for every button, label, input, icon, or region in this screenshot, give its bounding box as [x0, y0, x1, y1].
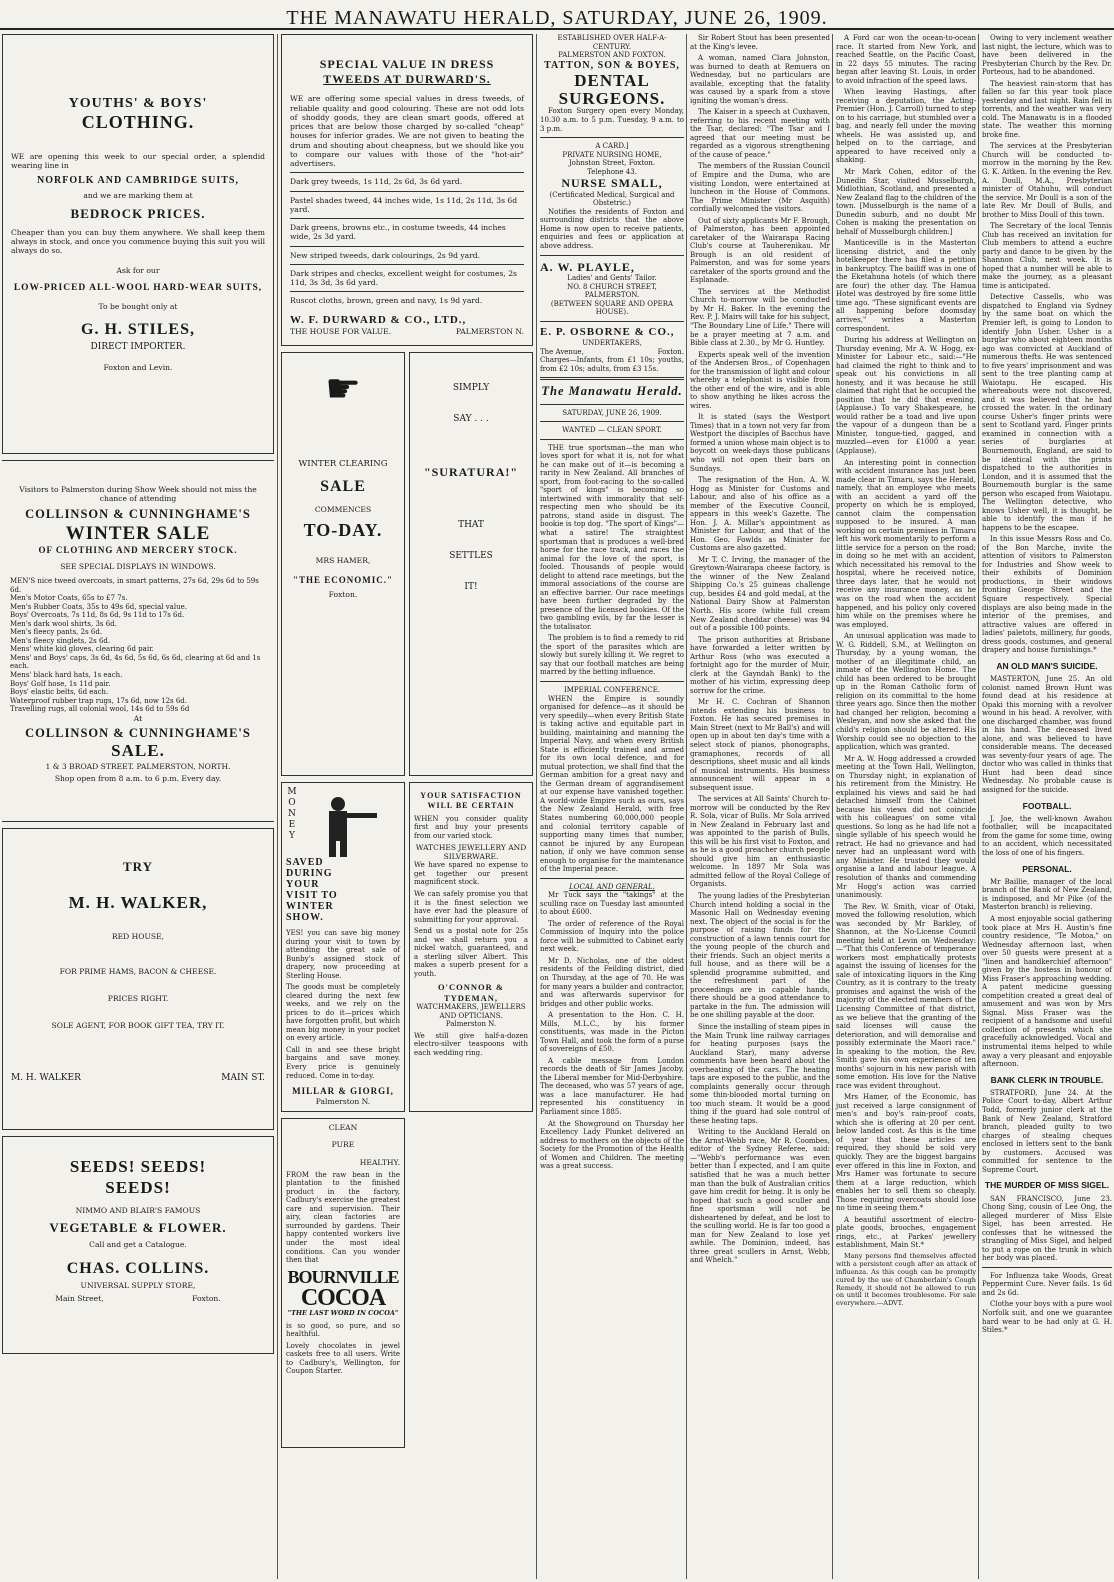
list-item: Mens' black hard hats, 1s each. — [10, 670, 123, 679]
ad-line: WATCHES JEWELLERY AND SILVERWARE. — [415, 843, 527, 862]
divider — [540, 404, 684, 405]
article-paragraph: Mr A. W. Hogg addressed a crowded meeting at the Town Hall, Wellington, on Thursday night, in explanation of his retirement from the Ministry. He explained his views and said he had detached himself from the Cabinet because his views did not coincide with his colleagues' on some vital questions. So long as he had life not a single syllable of his speech would he retract. He had no grievance and had never had an unpleasant word with any Minister. He trusted they would organise a land and labour league. A resolution of thanks and commending Mr Hogg's action was carried unanimously. — [836, 754, 976, 900]
list-item: Waterproof rubber trap rugs, 17s 6d, now 12s 6d. — [10, 696, 188, 705]
walker-ad — [2, 828, 274, 1130]
ad-title: WINTER SALE — [65, 522, 211, 544]
ad-text: IT! — [464, 581, 478, 592]
ad-text: YES! you can save big money during your visit to town by attending the great sale of Bunby's assigned stock of drapery, now proceeding at Sterling House. — [286, 929, 400, 980]
collinson-sale-ad — [2, 460, 274, 822]
article-paragraph: Experts speak well of the invention of the Andersen Bros., of Copenhagen for the transmission of light and colour whereby a telephonist is visible from the other end of the wire, and is able to show anything he likes across the wires. — [690, 350, 830, 410]
list-item: Ruscot cloths, brown, green and navy, 1s 9d yard. — [290, 296, 483, 306]
list-item: Men's dark wool shirts, 3s 6d. — [10, 619, 117, 628]
column-1 — [2, 34, 274, 1360]
man-pointing-illustration — [301, 787, 381, 857]
divider — [540, 439, 684, 440]
article-paragraph: Many persons find themselves affected with a persistent cough after an attack of influenza. As this cough can be promptly cured by the use of Chamberlain's Cough Remedy, it should not be allowed to run on until it becomes troublesome. For sale everywhere.—ADVT. — [836, 1251, 976, 1308]
list-item: Dark grey tweeds, 1s 11d, 2s 6d, 3s 6d yard. — [290, 177, 463, 187]
article-headline: WANTED — CLEAN SPORT. — [562, 426, 662, 435]
ad-title: COLLINSON & CUNNINGHAME'S — [25, 725, 251, 740]
ad-text: Cheaper than you can buy them anywhere. We shall keep them always in stock, and once you commence buying this suit you will always do so. — [11, 227, 265, 256]
suratura-ad — [409, 352, 533, 776]
article-headline: IMPERIAL CONFERENCE. — [563, 686, 661, 694]
list-item: Mens' white kid gloves, clearing 6d pair. — [10, 645, 154, 654]
ad-text: is so good, so pure, and so healthful. — [286, 1321, 400, 1339]
list-item: Men's Rubber Coats, 35s to 49s 6d, special value. — [10, 602, 187, 611]
ad-text: Shop open from 8 a.m. to 6 p.m. Every day. — [54, 774, 222, 784]
divider — [540, 421, 684, 422]
advertiser-name: W. F. DURWARD & CO., LTD., — [290, 313, 467, 326]
ad-text: PRICES RIGHT. — [107, 994, 169, 1004]
article-paragraph: Clothe your boys with a pure wool Norfolk suit, and one we guarantee hard wear to be had only at G. H. Stiles.* — [982, 1300, 1112, 1335]
article-paragraph: Out of sixty applicants Mr F. Brough, of Palmerston, has been appointed caretaker of the Wairarapa Racing Club's course at Tauherenikau. Mr Brough is an old resident of Palmerston, and was for some years caretaker of the sports ground and the Esplanade. — [690, 216, 830, 285]
ad-text: Ask for our — [116, 265, 160, 275]
ad-line: UNDERTAKERS, — [582, 339, 642, 348]
list-item: Mens' and Boys' caps, 3s 6d, 4s 6d, 5s 6d, 6s 6d, clearing at 6d and 1s each. — [10, 653, 261, 671]
ad-line: DURING — [286, 868, 333, 879]
masthead: THE MANAWATU HERALD, SATURDAY, JUNE 26, 1909. — [0, 0, 1114, 30]
article-paragraph: An unusual application was made to W. G. Riddell, S.M., at Wellington on Thursday, by a young woman, the mother of an illegitimate child, an inmate of the Wellington Home. The child has been ordered to be brought up in the Roman Catholic form of religion on its committal to the home three years ago. Since then the mother had changed her religion, becoming a Wesleyan, and now she asked that the child's religion should be altered. His Worship could see no objection to the application, which was granted. — [836, 632, 976, 752]
ad-title: TO-DAY. — [303, 520, 383, 541]
article-paragraph: Since the installing of steam pipes in the Main Trunk line railway carriages for heating purposes (says the Auckland Star), many adverse comments have been heard about the overheating of the cars. The heating taps are exposed to the public, and the complaints generally occur through some thin-blooded mortal turning on too much steam. It would be a good thing if the guard had sole control of these heating taps. — [690, 1022, 830, 1125]
advertiser-name: NURSE SMALL, — [561, 176, 663, 191]
ad-line: LOW-PRICED ALL-WOOL HARD-WEAR SUITS, — [13, 282, 263, 293]
ad-text: Palmerston N. — [315, 1097, 371, 1106]
dental-ad — [540, 34, 684, 133]
ad-footer — [290, 327, 524, 336]
column-rule — [277, 34, 278, 1579]
article-paragraph: Mr T. C. Irving, the manager of the Greytown-Wairarapa cheese factory, is the winner of the New Zealand Shipping Co.'s 25 guineas challenge cup, besides £4 and gold medal, at the National Dairy Show at Palmerston North. His score (white full cream New Zealand cheddar cheese) was 94 out of a possible 100 points. — [690, 555, 830, 633]
ad-title: DENTAL SURGEONS. — [558, 70, 666, 108]
oconnor-jewellers-ad — [409, 782, 533, 1112]
price-list — [10, 577, 266, 714]
divider — [540, 255, 684, 256]
ad-title: COLLINSON & CUNNINGHAME'S — [25, 506, 251, 521]
article-paragraph: The young ladies of the Presbyterian Church intend holding a social in the Masonic Hall on Wednesday evening next. The object of the social is for the purpose of raising funds for the construction of a lawn tennis court for the young people of the church and their friends. Such an object merits a full house, and as there will be a splendid programme submitted, and the refreshment part of the proceedings are in capable hands, there should be a good attendance to partake in the fun. The admission will be one shilling payable at the door. — [690, 892, 830, 1020]
seeds-ad — [2, 1136, 274, 1354]
logo-text: COCOA — [300, 1284, 386, 1311]
article-paragraph: WHEN the Empire is soundly organised for defence—as it should be very speedily—when every British State is taking active and equitable part in building, maintaining and manning the Imperial Navy, and when every British State is efficiently trained and armed for its own local defence, and for mutual protection, we shall find that the German ambition for a great navy and the German dream of aggrandisement at our expense have vanished together. A world-wide Empire such as ours, says the New Zealand Herald, with free States numbering 60,000,000 people and colonial territory capable of supporting many times that number, cannot be injured by any European nation, if only we have common sense enough to organise for the maintenance of the Imperial peace. — [540, 694, 684, 874]
ad-text: Call in and see these bright bargains and save money. Every price is genuinely reduced. Come in to-day. — [286, 1045, 400, 1080]
article-paragraph: The problem is to find a remedy to rid the sport of the parasites which are slowly but surely killing it. We regret to say that our football matches are being marred by the betting influence. — [540, 634, 684, 677]
article-paragraph: The members of the Russian Council of Empire and the Duma, who are visiting London, were entertained at luncheon in the House of Commons. The Prime Minister (Mr Asquith) cordially welcomed the visitors. — [690, 162, 830, 214]
divider — [290, 218, 524, 219]
article-paragraph: A cable message from London records the death of Sir James Jacoby, the Liberal member for Mid-Derbyshire. The deceased, who was 57 years of age, was a lace manufacturer. He had represented his constituency in Parliament since 1885. — [540, 1056, 684, 1116]
ad-text: The goods must be completely cleared during the next few weeks, and we rely on the prices to do it—prices which have forgotten profit, but which mean big money in your pocket on every article. — [286, 983, 400, 1043]
ad-line: DIRECT IMPORTER. — [90, 342, 186, 353]
column-rule — [686, 34, 687, 1579]
ad-text: WE are opening this week to our special order, a splendid wearing line in — [11, 152, 265, 171]
ad-line: WATCHMAKERS, JEWELLERS AND OPTICIANS. — [416, 1003, 526, 1020]
column-6 — [982, 34, 1112, 1338]
article-paragraph: A beautiful assortment of electro-plate goods, brooches, engagement rings, etc., at Parkes' jewellery establishment, Main St.* — [836, 1215, 976, 1250]
ad-title: WILL BE CERTAIN — [427, 800, 515, 810]
article-paragraph: For Influenza take Woods, Great Peppermint Cure. Never fails. 1s 6d and 2s 6d. — [982, 1271, 1112, 1297]
ad-line: "THE ECONOMIC." — [293, 575, 393, 586]
ad-line: VISIT TO — [286, 890, 338, 901]
article-paragraph: At the Showground on Thursday her Excellency Lady Plunket delivered an address to mothers on the objects of the Society for the Promotion of the Health of Women and Children. The meeting was a great success. — [540, 1119, 684, 1171]
article-headline: FOOTBALL. — [1022, 800, 1072, 811]
ad-text: WHEN you consider quality first and buy your presents from our varied stock. — [414, 814, 528, 840]
article-paragraph: Owing to very inclement weather last night, the lecture, which was to have been delivered in the Presbyterian Church by the Rev. Dr. Porteous, had to be abandoned. — [982, 34, 1112, 77]
article-paragraph: J. Joe, the well-known Awahou footballer, will be incapacitated from the game for some time, owing to an accident, which necessitated the loss of one of his fingers. — [982, 814, 1112, 857]
issue-date: SATURDAY, JUNE 26, 1909. — [562, 408, 662, 417]
divider — [540, 681, 684, 682]
ad-text: Notifies the residents of Foxton and surrounding districts that the above Home is now open to receive patients, enquiries and fees or application at above address. — [540, 207, 684, 250]
article-paragraph: Manticeville is in the Masterton licensing district, and the only hotelkeeper there has filed a petition in bankruptcy. The bailiff was in one of the Eketahuna hotels (of which there are four) the other day. The Hamua Hotel was destroyed by fire some little time ago. "These significant events are all happening before doomsday arrives," writes a Masterton correspondent. — [836, 239, 976, 333]
article-paragraph: MASTERTON, June 25. An old colonist named Brown Hunt was found dead at his residence at Opaki this morning with a revolver wound in his head. A revolver, with one discharged chamber, was found in his hand. The deceased lived alone, and was believed to have considerable means. The deceased was seventy-four years of age. The doctor who was called in thinks that Hunt had been dead since Wednesday. No probable cause is assigned for the suicide. — [982, 675, 1112, 794]
ad-title: "SURATURA!" — [423, 464, 519, 479]
article-paragraph: The resignation of the Hon. A. W. Hogg as Minister for Customs and Labour, and also of his office as a member of the Executive Council, appears in this week's Gazette. The Hon. J. A. Millar's appointment as Minister for Labour, and that of the Hon. Geo. Fowlds as Minister for Customs are also gazetted. — [690, 476, 830, 553]
advertiser-name: TATTON, SON & BOYES, — [544, 59, 680, 71]
list-item: Men's fleecy singlets, 2s 6d. — [10, 636, 111, 645]
divider — [290, 172, 524, 173]
article-paragraph: During his address at Wellington on Thursday evening, Mr A. W. Hogg, ex-Minister for Labour etc., said:—"He had claimed the right to think and to speak out his convictions in all honesty, and it was because he still claimed that right that he occupied the position that he did that evening. (Applause.) To vary Shakespeare, he would rather be a toad and live upon the vapour of a dungeon than be a Minister, tongue-tied, gagged, and muzzled—even for £1000 a year. (Applause). — [836, 336, 976, 455]
ad-text: WINTER CLEARING — [298, 459, 388, 469]
ad-line: PALMERSTON AND FOXTON. — [558, 51, 666, 60]
article-paragraph: Mr Baillie, manager of the local branch of the Bank of New Zealand, is indisposed, and Mr Pike (of the Masterton branch) is relieving. — [982, 877, 1112, 912]
ad-line: WINTER — [286, 901, 334, 912]
ad-line: Telephone 43. — [587, 167, 637, 176]
ad-footer — [11, 1073, 265, 1084]
ad-text: Foxton Surgery open every Monday, 10.30 a.m. to 5 p.m. Tuesday, 9 a.m. to 3 p.m. — [540, 107, 684, 133]
ad-title: CLOTHING. — [81, 112, 195, 133]
article-paragraph: Mr Mark Cohen, editor of the Dunedin Star, visited Musselburgh, Midlothian, Scotland, and presented a New Zealand flag to the children of the town. [Musselburgh is the name of a Dunedin suburb, and no doubt Mr Cohen is making the presentation on behalf of Musselburgh children.] — [836, 167, 976, 236]
ad-text: The Avenue, — [540, 347, 584, 356]
ad-line: NO. 8 CHURCH STREET, PALMERSTON. — [567, 282, 657, 300]
ad-title: YOUR SATISFACTION — [420, 791, 522, 800]
ad-row — [281, 782, 533, 1118]
ad-line: NORFOLK AND CAMBRIDGE SUITS, — [37, 174, 239, 186]
ad-title: SPECIAL VALUE IN DRESS — [319, 57, 495, 71]
advertiser-name: E. P. OSBORNE & CO., — [540, 325, 675, 338]
article-headline: AN OLD MAN'S SUICIDE. — [996, 660, 1098, 671]
divider — [540, 321, 684, 322]
ad-line: (Certificated Medical, Surgical and Obstetric.) — [549, 190, 675, 208]
ad-text: SOLE AGENT, FOR BOOK GIFT TEA, TRY IT. — [51, 1021, 225, 1031]
ad-line: CLEAN — [328, 1123, 358, 1132]
divider — [540, 137, 684, 138]
ad-text: We still give half-a-dozen electro-silver teaspoons with each wedding ring. — [414, 1031, 528, 1057]
ad-title: TWEEDS AT DURWARD'S. — [323, 71, 491, 86]
ad-line: ESTABLISHED OVER HALF-A-CENTURY. — [557, 34, 667, 51]
column-3 — [540, 34, 684, 1174]
ad-title — [286, 857, 400, 923]
ad-footer — [540, 348, 684, 357]
list-item: Men's Motor Coats, 65s to £7 7s. — [10, 594, 128, 603]
ad-text: FOR PRIME HAMS, BACON & CHEESE. — [59, 966, 217, 976]
article-paragraph: The heaviest rain-storm that has fallen so far this year took place yesterday and last night. Rain fell in torrents, and the weather was very cold. The Manawatu is in a flooded state. The weather this morning broke fine. — [982, 79, 1112, 139]
durward-ad — [281, 34, 533, 346]
ad-title: SEEDS! SEEDS! — [69, 1157, 207, 1176]
ad-text: Charges—Infants, from £1 10s; youths, from £2 10s; adults, from £3 15s. — [540, 356, 684, 373]
article-paragraph: Mr D. Nicholas, one of the oldest residents of the Feilding district, died on Thursday, at the age of 70. He was for many years a builder and contractor, and was afterwards supervisor for bridges and other public works. — [540, 956, 684, 1008]
ad-text: Foxton. — [657, 347, 684, 356]
ad-line: "THE LAST WORD IN COCOA" — [287, 1308, 399, 1317]
newspaper-nameplate: The Manawatu Herald. — [541, 384, 683, 399]
divider — [290, 264, 524, 265]
divider — [290, 246, 524, 247]
article-headline: BANK CLERK IN TROUBLE. — [990, 1074, 1104, 1085]
ad-text: At — [133, 713, 143, 723]
article-paragraph: In this issue Messrs Ross and Co. of the Bon Marche, invite the attention of visitors to Palmerston for Industries and Show week to their exhibits of Dominion productions, in their windows fronting George Street and the Square respectively. Special displays are also being made in the interior of the premises, and attractive values are offered in ladies' paletots, millinery, fur goods, dress goods, costumes, and general drapery and house furnishings.* — [982, 535, 1112, 655]
article-paragraph: An interesting point in connection with accident insurance has just been made clear in Timaru, says the Herald, namely, that an employee who meets with an accident a yard off the property on which he is employed, cannot claim the compensation supposed to be insured. A man working on certain premises in Timaru left his work momentarily to perform a little service for a person on the road; in doing so he met with an accident, which necessitated his removal to the hospital, where he received notice, three days later, that he would not receive any insurance money, as he was on the road when the accident happened, and his policy only covered him while on the premises where he was employed. — [836, 458, 976, 629]
divider — [290, 191, 524, 192]
list-item: New striped tweeds, dark colourings, 2s 9d yard. — [290, 250, 481, 260]
list-item: Boys' Golf hose, 1s 11d pair. — [10, 679, 111, 688]
article-headline: PERSONAL. — [1022, 863, 1072, 874]
article-paragraph: Mr H. C. Cochran of Shannon intends extending his business to Foxton. He has secured premises in Main Street (next to Mr Ball's) and will open up in about ten day's time with a select stock of pianos, phonographs, gramaphones, records of all descriptions, sheet music and all kinds of musical instruments. His business announcement will appear in a subsequent issue. — [690, 698, 830, 792]
article-paragraph: Sir Robert Stout has been presented at the King's levee. — [690, 34, 830, 51]
ad-text: Foxton. — [192, 1293, 221, 1303]
ad-line: PURE — [331, 1140, 355, 1150]
youths-clothing-ad — [2, 34, 274, 454]
article-paragraph: Mrs Hamer, of the Economic, has just received a large consignment of men's and boy's rain-proof coats, which she is offering at 20 per cent. below landed cost. As this is the time of year that these articles are required, they should be sold very quickly. They are the biggest bargains ever offered in this line in Foxton, and Mrs Hamer was fortunate to secure them at a large reduction, which enables her to sell them so cheaply. Those requiring overcoats should lose no time in seeing them.* — [836, 1093, 976, 1213]
ad-text: We can safely promise you that it is the finest selection we have ever had the pleasure of submitting for your approval. — [414, 889, 528, 924]
list-item: Boys' Overcoats, 7s 11d, 8s 6d, 9s 11d to 17s 6d. — [10, 611, 185, 620]
ad-title: YOUTHS' & BOYS' — [68, 96, 208, 111]
list-item: Travelling rugs, all colonial wool, 14s 6d to 59s 6d — [10, 705, 190, 714]
advertiser-name: A. W. PLAYLE, — [540, 259, 635, 274]
ad-text: SETTLES — [449, 550, 493, 561]
article-paragraph: SAN FRANCISCO, June 23. Chong Sing, cousin of Lee Ong, the alleged murderer of Miss Elsie Sigel, has been arrested. He confesses that he witnessed the strangling of Miss Sigel, and helped to put a rope on the trunk in which her body was placed. — [982, 1194, 1112, 1263]
divider — [290, 291, 524, 292]
ad-text: FROM the raw bean in the plantation to the finished product in the factory, Cadbury's exercise the greatest care and supervision. Their airy, clean factories are surrounded by gardens. Their happy contented workers live under the most ideal conditions. Can you wonder then that — [286, 1170, 400, 1265]
ad-line: HEALTHY. — [359, 1157, 400, 1167]
ad-line: SHOW. — [286, 912, 324, 923]
ad-text: WE are offering some special values in dress tweeds, of reliable quality and good colouring. These are not odd lots of shoddy goods, they are clean smart goods, offered at prices that are below those charged by so-called "cheap" houses for inferior grades. We are not given to beating the drum and shouting about cheapness, but we should like you to compare our values with those of the "hot-air" advertisers. — [290, 94, 524, 168]
ad-text: SEE SPECIAL DISPLAYS IN WINDOWS. — [60, 561, 216, 571]
article-paragraph: A Ford car won the ocean-to-ocean race. It started from New York, and reached Seattle, on the Pacific Coast, in 22 days 55 minutes. The racing began after leaving St. Louis, in order to avoid infraction of the speed laws. — [836, 34, 976, 85]
ad-text: THAT — [458, 519, 484, 530]
article-paragraph: The services at All Saints' Church to-morrow will be conducted by the Rev R. Sola, vicar of Bulls. Mr Sola arrived in New Zealand in February last and was appointed to the parish of Bulls, this will be his first visit to Foxton, and as he is a good preacher church people should give him an enthusiastic welcome. In 1897 Mr Sola was admitted fellow of the Royal College of Organists. — [690, 795, 830, 889]
ad-line: YOUR — [286, 879, 320, 890]
ad-text: Visitors to Palmerston during Show Week should not miss the chance of attending — [19, 485, 257, 504]
column-2 — [281, 34, 533, 1454]
advertiser-name: O'CONNOR & TYDEMAN, — [438, 982, 504, 1003]
article-paragraph: A presentation to the Hon. C. H. Mills, M.L.C., by his former constituents, was made in the Picton Town Hall, and took the form of a purse of sovereigns of £50. — [540, 1011, 684, 1054]
ad-line: OF CLOTHING AND MERCERY STOCK. — [38, 544, 238, 555]
article-paragraph: THE true sportsman—the man who loves sport for what it is, not for what he can make out of it—is becoming a rarity in New Zealand. All branches of sport, from foot-racing to the so-called "sport of kings" is becoming so intertwined with immorality that self-respecting men who should be its patrons, stand aside in disgust. The bookie is top dog. "The sport of Kings"—what a satire! The straightest sportsman that is produces a well-bred horse for the race track, and races the animal for the love of the sport, is fooled. Thousands of people would delight to attend race meetings, but the immoral associations of the course are an effective barrier. Our race meetings have been further degraded by the presence of the licensed bookies. Of the two gambling evils, by far the lesser is the totalisator. — [540, 443, 684, 631]
ad-text: MAIN ST. — [221, 1072, 265, 1083]
ad-text: Foxton and Levin. — [103, 363, 173, 373]
divider — [982, 1267, 1112, 1268]
ad-line: VEGETABLE & FLOWER. — [49, 1219, 227, 1235]
ad-text: We have spared no expense to get together our present magnificent stock. — [414, 861, 528, 887]
list-item: Men's fleecy pants, 2s 6d. — [10, 628, 103, 637]
logo-text: BOURNVILLE — [287, 1266, 399, 1287]
article-paragraph: The prison authorities at Brisbane have forwarded a letter written by Arthur Ross (who was executed a fortnight ago for the murder of Muir, clerk at the Gayndah Bank) to the mother of his victim, expressing deep sorrow for the crime. — [690, 635, 830, 695]
ad-title: SEEDS! — [105, 1177, 171, 1197]
article-paragraph: Writing to the Auckland Herald on the Arnst-Webb race, Mr R. Coombes, editor of the Sydney Referee, said:—"Webb's performance was even better than I expected, and I am quite satisfied that he was a much better man than the bulk of Australian critics gave him credit for being. It is only be hoped that such a good sculler and fine sportsman will not be disheartened by defeat, and be lost to the sculling world. He is far too good a man for New Zealand to lose yet awhile. The Dominion, indeed, has three great scullers in Arnst, Webb, and Whelch." — [690, 1128, 830, 1265]
ad-line: Ladies' and Gents' Tailor. — [567, 274, 657, 283]
advertiser-name: MILLAR & GIORGI, — [292, 1086, 394, 1097]
ad-text: Call and get a Catalogue. — [89, 1239, 187, 1249]
bournville-cocoa-logo — [286, 1268, 400, 1310]
article-paragraph: A most enjoyable social gathering took place at Mrs H. Austin's fine country residence, "Te Motoa," on Wednesday afternoon last, when over 50 guests were present at a "linen and handkerchief afternoon" given by the hostess in honour of Miss Fraser's approaching wedding. A patent medicine guessing competition created a great deal of amusement and was won by Mrs Signal. Miss Fraser was the recipient of a handsome and useful collection of presents which she gracefully acknowledged. Vocal and instrumental items helped to while away a very pleasant and enjoyable afternoon. — [982, 915, 1112, 1069]
article-paragraph: The order of reference of the Royal Commission of Inquiry into the police force will be submitted to Cabinet early next week. — [540, 919, 684, 954]
ad-row — [281, 352, 533, 782]
ad-line: A CARD.] — [595, 142, 629, 151]
article-paragraph: Detective Cassells, who was dispatched to England via Sydney by the same boat on which the Premier left, is going to London to identify John Usher. Usher is a burglar who about eighteen months ago was convicted at Auckland of numerous thefts. He was sentenced to five years' imprisonment and was sent to the tree planting camp at Waiotapu. He escaped. His whereabouts were not discovered, and it was believed that he had crossed the water. In the ordinary course Usher's finger prints were sent to Scotland yard. Finger prints examined in connection with a series of burglaries at Bournemouth, England, are said to be identical with the prints dispatched to the authorities in London, and it is assumed that the Bournemouth burglar is the same person who escaped from Waiotapu. The Wellington detective, who knows Usher well, it is thought, be able to identify the man if he happens to be the escapee. — [982, 293, 1112, 532]
ad-text: PALMERSTON N. — [455, 326, 524, 336]
ad-line: Johnston Street, Foxton. — [568, 159, 656, 168]
list-item: Dark stripes and checks, excellent weight for costumes, 2s 11d, 3s 3d, 3s 6d yard. — [290, 268, 517, 287]
article-paragraph: The Kaiser in a speech at Cuxhaven, referring to his recent meeting with the Tsar, declared: "The Tsar and I agreed that our meeting must be regarded as a vigorous strengthening of the cause of peace." — [690, 108, 830, 159]
ad-text: Palmerston N. — [445, 1020, 497, 1029]
article-paragraph: The Rev. W. Smith, vicar of Otaki, moved the following resolution, which was seconded by Mr Barkley, of Shannon, at the No-License Council meeting held at Levin on Wednesday:—"That this Conference of temperance workers most emphatically protests against the issuing of licenses for the sale of intoxicating liquors in the King Country, as it is contrary to the treaty promises and against the wish of the majority of the elected members of the Licensing Committee of that district, as we believe that the granting of the said licenses will cause the deterioration, and will demoralise and possibly exterminate the Maori race." In speaking to the motion, the Rev. Smith gave his own experience of ten months' sojourn in his new parish with some emotion. His love for the Native race was evident throughout. — [836, 902, 976, 1090]
ad-header — [286, 787, 400, 857]
ad-text: MRS HAMER, — [315, 556, 371, 566]
article-headline: LOCAL AND GENERAL. — [569, 882, 655, 891]
article-paragraph: Mr Tuck says the "takings" at the sculling race on Tuesday last amounted to about £600. — [540, 891, 684, 917]
ad-title: SALE. — [111, 741, 165, 761]
ad-text: Lovely chocolates in jewel caskets free to all users. Write to Cadbury's, Wellington, for Coupon Starter. — [286, 1341, 400, 1376]
column-rule — [832, 34, 833, 1579]
article-paragraph: STRATFORD, June 24. At the Police Court to-day, Albert Arthur Todd, formerly junior clerk at the Bank of New Zealand, Stratford branch, pleaded guilty to two charges of stealing cheques enclosed in letters sent to the bank by customers. Accused was committed for sentence to the Supreme Court. — [982, 1088, 1112, 1174]
article-paragraph: The services at the Presbyterian Church will be conducted to-morrow in the morning by the Rev. G. K. Aitken. In the evening the Rev. A. Doull, M.A., Presbyterian minister of Otahuhu, will conduct the service. Mr Doull is a son of the late Rev. Mr Doull of Bulls, and brother to Miss Doull of this town. — [982, 142, 1112, 219]
column-rule — [536, 34, 537, 1579]
playle-tailor-ad — [540, 260, 684, 317]
ad-text: THE HOUSE FOR VALUE. — [290, 326, 392, 336]
article-paragraph: The Secretary of the local Tennis Club has received an invitation for Club members to attend a euchre party and dance to be given by the Shannon Club, next week. It is hoped that a number will be able to make the journey, as a pleasant time is anticipated. — [982, 222, 1112, 290]
column-5 — [836, 34, 976, 1311]
ad-text: and we are marking them at — [83, 190, 193, 200]
advertiser-name: M. H. WALKER, — [68, 892, 208, 912]
ad-text: 1 & 3 BROAD STREET. PALMERSTON, NORTH. — [45, 761, 231, 771]
list-item: Boys' elastic belts, 6d each. — [10, 688, 109, 697]
advertiser-name: G. H. STILES, — [81, 320, 195, 338]
money-saved-ad — [281, 782, 405, 1112]
column-rule — [978, 34, 979, 1579]
divider — [540, 878, 684, 879]
ad-text: COMMENCES — [314, 504, 372, 514]
ad-text: M. H. WALKER — [11, 1072, 81, 1083]
article-paragraph: The services at the Methodist Church to-morrow will be conducted by Mr H. Baker. In the evening the Rev. P. J. Mairs will take for his subject, "The Boundary Line of Life." There will be a prayer meeting at 7 a.m. and Bible class at 2.30., by Mr G. Huntley. — [690, 287, 830, 348]
ad-text: Foxton. — [328, 590, 358, 600]
ad-text: MONEY — [286, 787, 297, 842]
ad-title: TRY — [123, 859, 153, 874]
ad-text: RED HOUSE, — [111, 931, 165, 941]
ad-text: NIMMO AND BLAIR'S FAMOUS — [75, 1206, 201, 1216]
ad-text: To be bought only at — [98, 302, 178, 312]
article-paragraph: It is stated (says the Westport Times) that in a town not very far from Westport the disciples of Bacchus have formed a union whose main object is to boycott on week-days those publicans who will not open their bars on Sundays. — [690, 413, 830, 473]
cadbury-cocoa-ad — [281, 1118, 405, 1448]
ad-text: SIMPLY — [452, 383, 490, 393]
ad-line: BEDROCK PRICES. — [70, 205, 206, 221]
ad-line: SAVED — [286, 857, 324, 868]
column-4 — [690, 34, 830, 1268]
list-item: Dark greens, browns etc., in costume tweeds, 44 inches wide, 2s 3d yard. — [290, 223, 506, 242]
osborne-undertakers-ad — [540, 326, 684, 374]
article-paragraph: A woman, named Clara Johnston, was burned to death at Remuera on Wednesday, but no particulars are available, excepting that the fatality was caused by a spark from a stove igniting the woman's dress. — [690, 54, 830, 105]
ad-text: Main Street, — [55, 1293, 104, 1303]
divider — [540, 377, 684, 380]
list-item: Pastel shades tweed, 44 inches wide, 1s 11d, 2s 11d, 3s 6d yard. — [290, 195, 518, 214]
ad-text: Send us a postal note for 25s and we shall return you a nickel watch, guaranteed, and a sterling silver Albert. This makes a superb present for a youth. — [414, 927, 528, 978]
ad-line: PRIVATE NURSING HOME, — [562, 150, 662, 159]
pointing-hand-icon: ☛ — [325, 366, 361, 412]
article-paragraph: When leaving Hastings, after receiving a deputation, the Acting-Premier (Hon. J. Carroll) turned to step on to his carriage, but stumbled over a bag, and nearly fell under the moving wheels. He was assisted up, and helped on to the carriage, and appeared to have received only a shaking. — [836, 88, 976, 165]
nursing-home-ad — [540, 142, 684, 250]
ad-line: (BETWEEN SQUARE AND OPERA HOUSE). — [550, 299, 674, 317]
advertiser-name: CHAS. COLLINS. — [66, 1259, 210, 1277]
ad-title: SALE — [320, 478, 366, 496]
list-item: MEN'S nice tweed overcoats, in smart patterns, 27s 6d, 29s 6d to 59s 6d. — [10, 577, 259, 594]
article-headline: THE MURDER OF MISS SIGEL. — [984, 1180, 1110, 1191]
hamer-sale-ad — [281, 352, 405, 776]
ad-text: UNIVERSAL SUPPLY STORE, — [80, 1281, 196, 1291]
ad-footer — [11, 1294, 265, 1303]
ad-text: SAY . . . — [453, 413, 489, 424]
